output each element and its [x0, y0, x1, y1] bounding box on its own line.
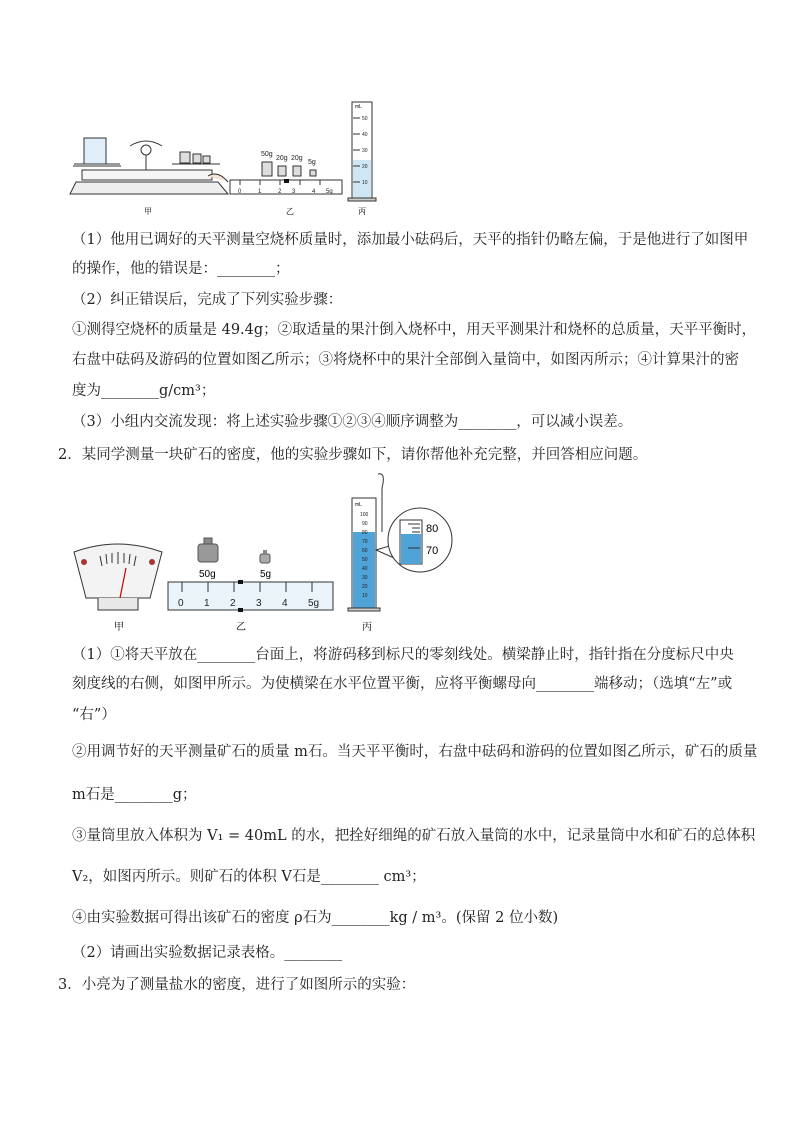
svg-text:90: 90: [362, 521, 368, 527]
svg-text:5g: 5g: [326, 189, 333, 195]
q2-figure-svg: [68, 470, 468, 640]
svg-text:5g: 5g: [260, 569, 272, 580]
svg-text:80: 80: [426, 523, 439, 535]
q1-part2: （2）纠正错误后，完成了下列实验步骤：: [72, 292, 343, 308]
svg-text:50g: 50g: [261, 151, 273, 158]
q2-step3-line1: ③量筒里放入体积为 V₁ = 40mL 的水，把拴好细绳的矿石放入量筒的水中，记录量筒中水和矿石的总体积: [72, 828, 756, 844]
q1-figure-svg: [68, 98, 388, 220]
svg-text:3: 3: [256, 598, 262, 609]
q2-label-jia: 甲: [114, 622, 124, 633]
q2-part2: （2）请画出实验数据记录表格。________: [72, 945, 343, 961]
q2-rider-marker-bottom: [238, 608, 243, 612]
q2-step1-line1: （1）①将天平放在________台面上，将游码移到标尺的零刻线处。横梁静止时，指针指在分度标尺中央: [72, 647, 734, 663]
svg-text:2: 2: [278, 189, 282, 195]
q2-title: 2．某同学测量一块矿石的密度，他的实验步骤如下，请你帮他补充完整，并回答相应问题。: [58, 447, 648, 463]
svg-text:10: 10: [362, 180, 368, 186]
q2-step2-line1: ②用调节好的天平测量矿石的质量 m石。当天平平衡时，右盘中砝码和游码的位置如图乙所示，矿石的质量: [72, 744, 758, 760]
q2-step2-line2: m石是________g；: [72, 787, 197, 803]
svg-text:60: 60: [362, 548, 368, 554]
rider-marker: [284, 179, 289, 183]
svg-text:50: 50: [362, 557, 368, 563]
q1-part1-line2: 的操作，他的错误是：________；: [72, 261, 290, 277]
svg-text:mL: mL: [355, 104, 362, 110]
q3-title: 3．小亮为了测量盐水的密度，进行了如图所示的实验：: [58, 977, 416, 993]
svg-text:30: 30: [362, 148, 368, 154]
svg-text:mL: mL: [355, 502, 362, 508]
label-bing: 丙: [358, 207, 366, 216]
q2-step1-line3: “右”）: [72, 707, 116, 723]
svg-text:30: 30: [362, 575, 368, 581]
svg-text:3: 3: [292, 189, 296, 195]
q2-cylinder-bing: [348, 474, 452, 611]
balance-beam: [82, 170, 212, 180]
svg-text:5g: 5g: [308, 159, 316, 166]
q1-cylinder-bing: [348, 102, 376, 201]
svg-text:50: 50: [362, 116, 368, 122]
q1-balance-jia: [70, 138, 228, 194]
svg-text:1: 1: [204, 598, 210, 609]
svg-text:100: 100: [360, 512, 369, 518]
q1-part3: （3）小组内交流发现：将上述实验步骤①②③④顺序调整为________，可以减小误差。: [72, 414, 633, 430]
svg-text:20g: 20g: [276, 155, 288, 162]
q2-label-bing: 丙: [362, 622, 372, 633]
svg-text:1: 1: [258, 189, 262, 195]
svg-text:20: 20: [362, 584, 368, 590]
svg-text:20: 20: [362, 164, 368, 170]
q1-part2-steps-line1: ①测得空烧杯的质量是 49.4g；②取适量的果汁倒入烧杯中，用天平测果汁和烧杯的总质量，天平平衡时，: [72, 322, 757, 338]
svg-text:5g: 5g: [308, 598, 320, 609]
q1-figure: [68, 98, 388, 220]
q2-step1-line2: 刻度线的右侧，如图甲所示。为使横梁在水平位置平衡，应将平衡螺母向________端移动；（选填“左”或: [72, 676, 733, 692]
q2-step4: ④由实验数据可得出该矿石的密度 ρ石为________kg / m³。(保留 2 位小数): [72, 910, 559, 926]
q2-weights-yi: [198, 538, 271, 580]
q1-part2-steps-line3: 度为________g/cm³；: [72, 383, 216, 399]
svg-text:2: 2: [230, 598, 236, 609]
q2-label-yi: 乙: [236, 622, 246, 633]
beaker-icon: [84, 138, 106, 164]
svg-text:80: 80: [362, 530, 368, 536]
q1-part1-line1: （1）他用已调好的天平测量空烧杯质量时，添加最小砝码后，天平的指针仍略左偏，于是他进行了如图甲: [72, 232, 749, 248]
svg-text:70: 70: [426, 545, 439, 557]
svg-text:50g: 50g: [199, 569, 216, 580]
svg-text:4: 4: [312, 189, 316, 195]
svg-text:0: 0: [178, 598, 184, 609]
svg-text:40: 40: [362, 132, 368, 138]
q2-dial-jia: [74, 544, 162, 610]
svg-text:10: 10: [362, 593, 368, 599]
q2-rider-marker-top: [238, 580, 243, 584]
q1-part2-steps-line2: 右盘中砝码及游码的位置如图乙所示；③将烧杯中的果汁全部倒入量筒中，如图丙所示；④计算果汁的密: [72, 352, 739, 368]
q2-step3-line2: V₂，如图丙所示。则矿石的体积 V石是________ cm³；: [72, 869, 426, 885]
svg-text:20g: 20g: [291, 155, 303, 162]
svg-text:4: 4: [282, 598, 288, 609]
svg-text:40: 40: [362, 566, 368, 572]
svg-text:0: 0: [238, 189, 242, 195]
q2-figure: [68, 470, 468, 640]
svg-text:70: 70: [362, 539, 368, 545]
label-jia: 甲: [144, 207, 152, 216]
label-yi: 乙: [286, 207, 294, 216]
